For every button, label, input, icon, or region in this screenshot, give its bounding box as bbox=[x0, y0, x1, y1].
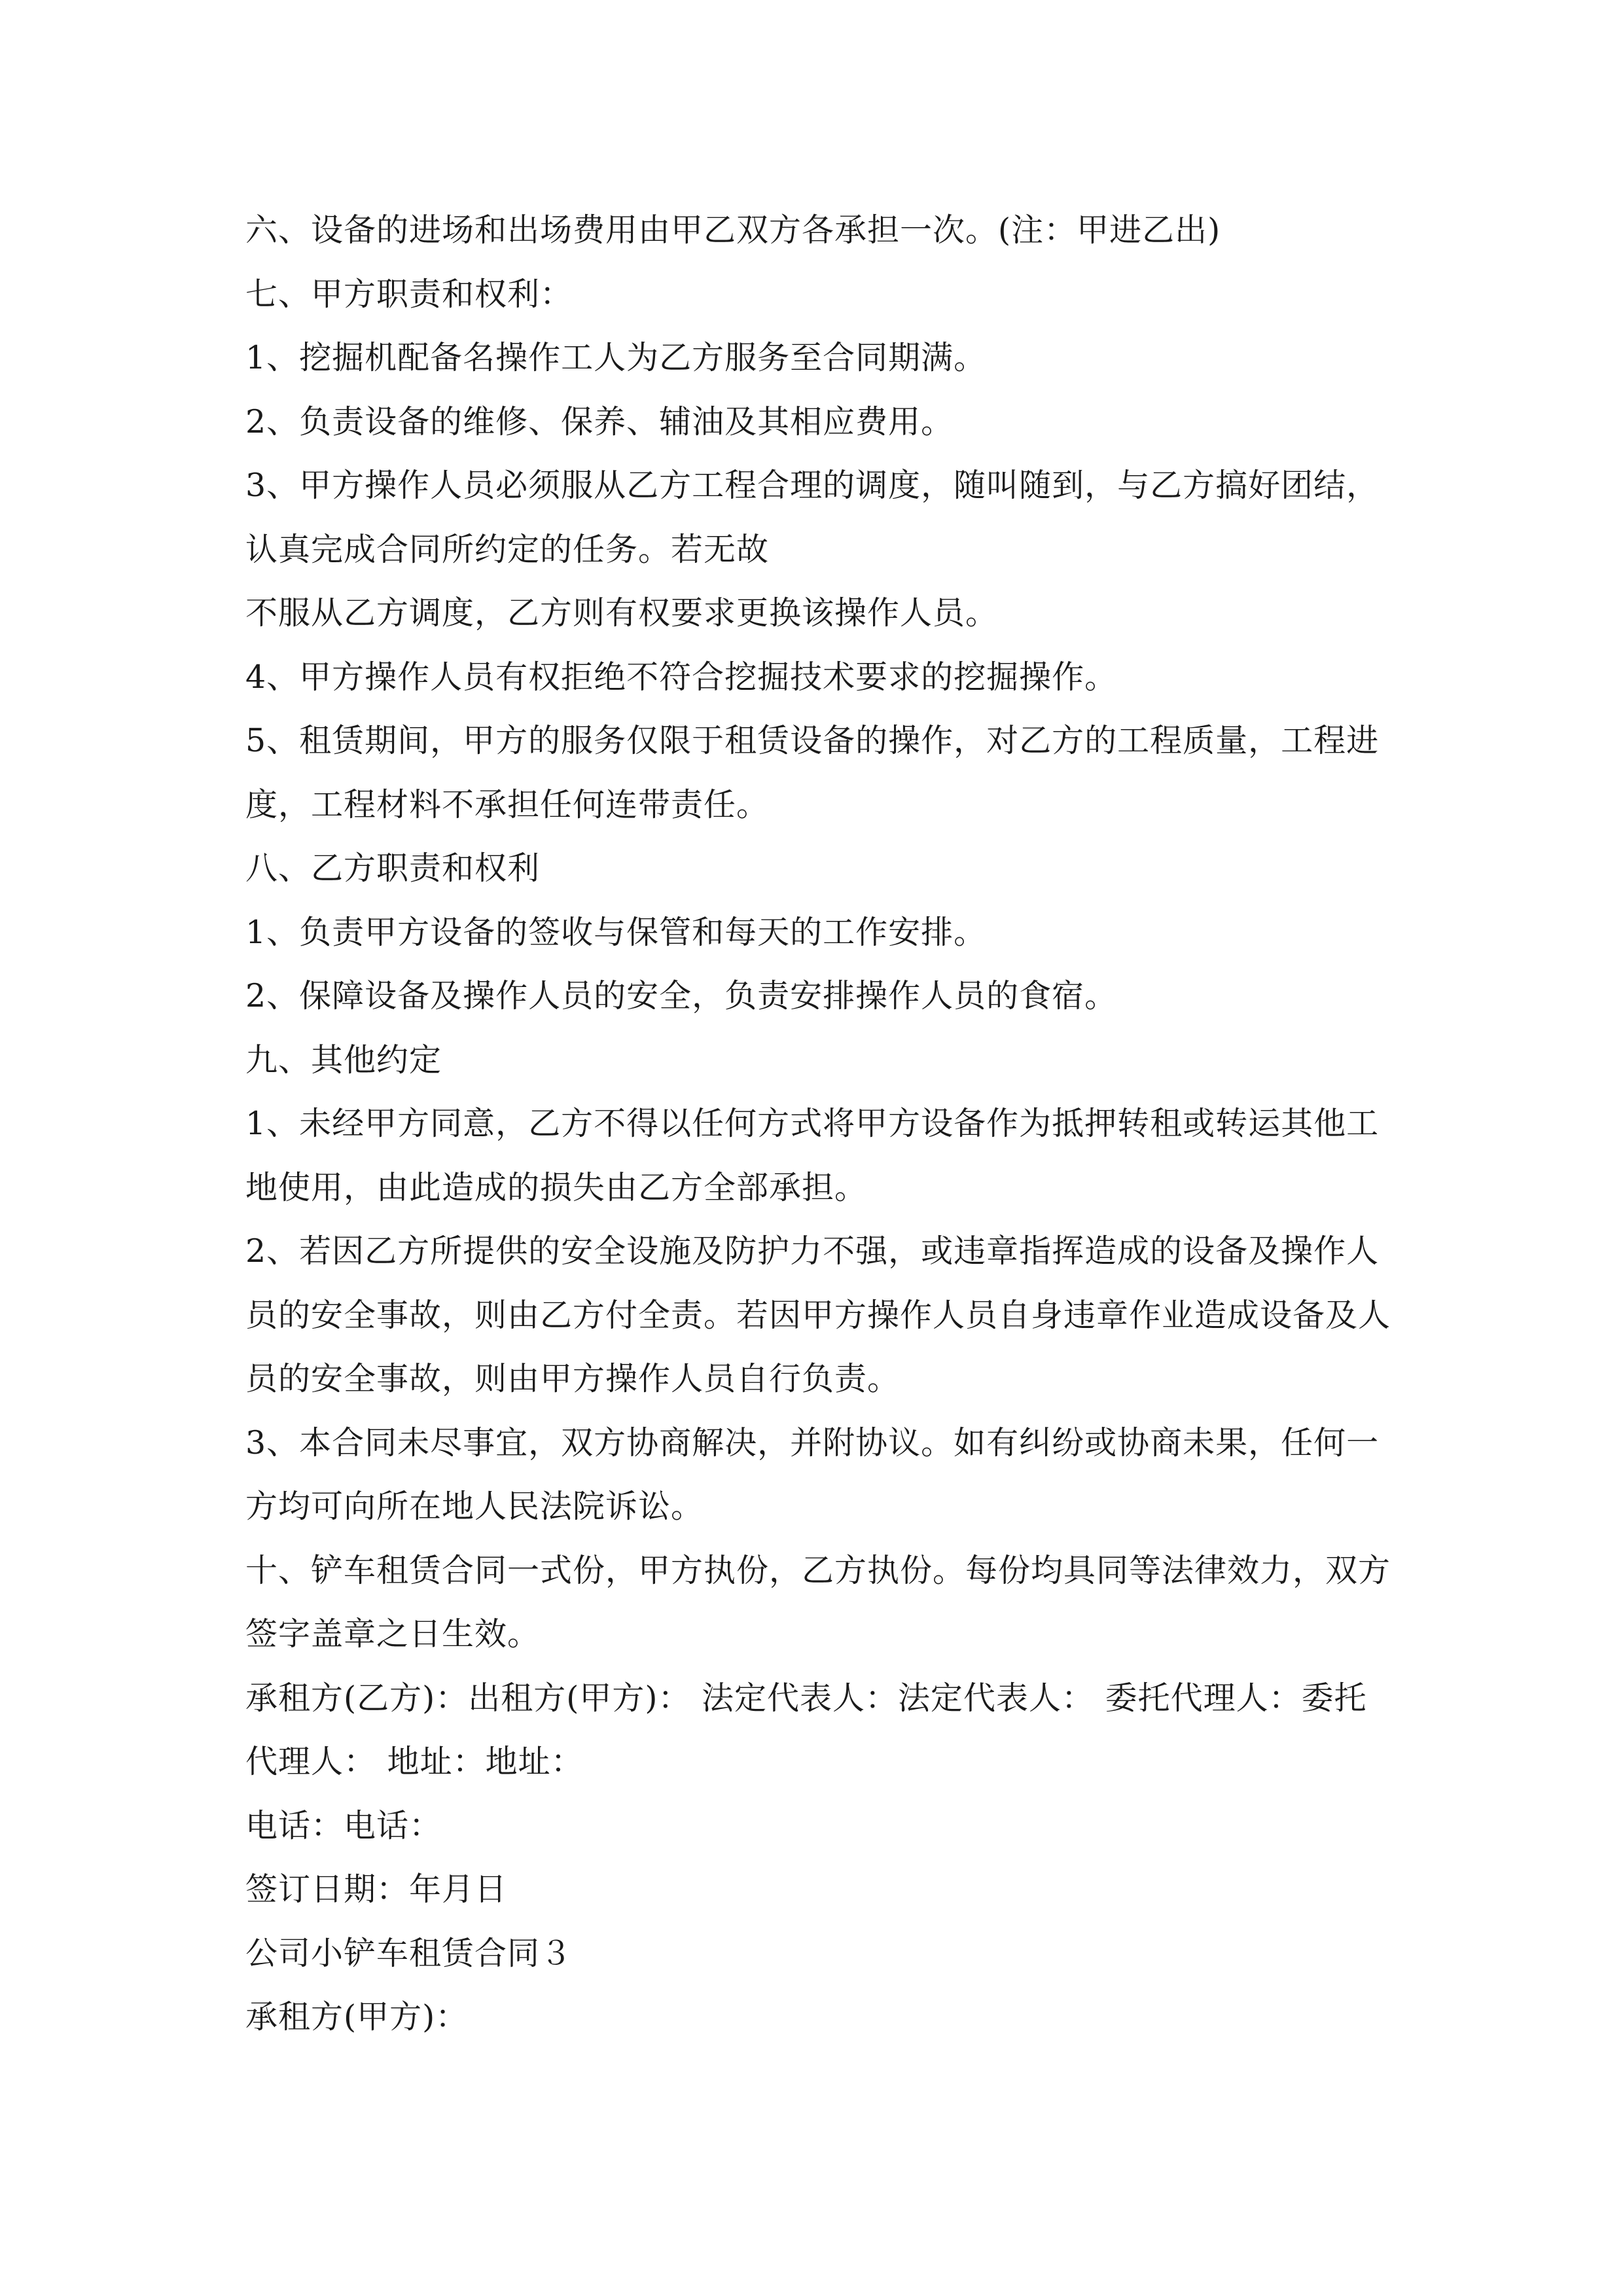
text-line: 2、保障设备及操作人员的安全，负责安排操作人员的食宿。 bbox=[245, 977, 1118, 1014]
text-line: 认真完成合同所约定的任务。若无故 bbox=[245, 530, 770, 568]
signature-line: 承租方(乙方)：出租方(甲方)： 法定代表人：法定代表人： 委托代理人：委托 bbox=[245, 1679, 1367, 1717]
document-body bbox=[245, 198, 1391, 2049]
text-line: 2、负责设备的维修、保养、辅油及其相应费用。 bbox=[245, 403, 954, 440]
text-line: 承租方(甲方)： bbox=[245, 1998, 469, 2036]
section-heading: 八、乙方职责和权利 bbox=[245, 850, 541, 887]
text-line: 3、甲方操作人员必须服从乙方工程合理的调度，随叫随到，与乙方搞好团结， bbox=[245, 467, 1380, 504]
text-line: 1、挖掘机配备名操作工人为乙方服务至合同期满。 bbox=[245, 339, 987, 376]
text-line: 5、租赁期间，甲方的服务仅限于租赁设备的操作，对乙方的工程质量，工程进 bbox=[245, 722, 1380, 759]
text-line: 3、本合同未尽事宜，双方协商解决，并附协议。如有纠纷或协商未果，任何一 bbox=[245, 1424, 1380, 1462]
signature-line: 签订日期：年月日 bbox=[245, 1871, 508, 1908]
text-line: 方均可向所在地人民法院诉讼。 bbox=[245, 1488, 704, 1525]
text-line: 1、负责甲方设备的签收与保管和每天的工作安排。 bbox=[245, 913, 987, 951]
text-line: 4、甲方操作人员有权拒绝不符合挖掘技术要求的挖掘操作。 bbox=[245, 658, 1118, 696]
text-line: 度，工程材料不承担任何连带责任。 bbox=[245, 785, 770, 823]
signature-line: 代理人： 地址：地址： bbox=[245, 1743, 584, 1780]
text-line: 2、若因乙方所提供的安全设施及防护力不强，或违章指挥造成的设备及操作人 bbox=[245, 1232, 1380, 1270]
text-line: 不服从乙方调度，乙方则有权要求更换该操作人员。 bbox=[245, 594, 999, 632]
text-line: 六、设备的进场和出场费用由甲乙双方各承担一次。(注：甲进乙出) bbox=[245, 211, 1221, 249]
text-line: 1、未经甲方同意，乙方不得以任何方式将甲方设备作为抵押转租或转运其他工 bbox=[245, 1105, 1380, 1142]
section-heading: 九、其他约定 bbox=[245, 1041, 442, 1079]
text-line: 员的安全事故，则由甲方操作人员自行负责。 bbox=[245, 1360, 901, 1397]
text-line: 地使用，由此造成的损失由乙方全部承担。 bbox=[245, 1168, 868, 1206]
text-line: 签字盖章之日生效。 bbox=[245, 1615, 541, 1653]
signature-line: 电话：电话： bbox=[245, 1806, 442, 1844]
text-line: 十、铲车租赁合同一式份，甲方执份，乙方执份。每份均具同等法律效力，双方 bbox=[245, 1551, 1391, 1589]
document-title: 公司小铲车租赁合同３ bbox=[245, 1934, 573, 1972]
text-line: 员的安全事故，则由乙方付全责。若因甲方操作人员自身违章作业造成设备及人 bbox=[245, 1296, 1391, 1334]
section-heading: 七、甲方职责和权利： bbox=[245, 275, 573, 313]
